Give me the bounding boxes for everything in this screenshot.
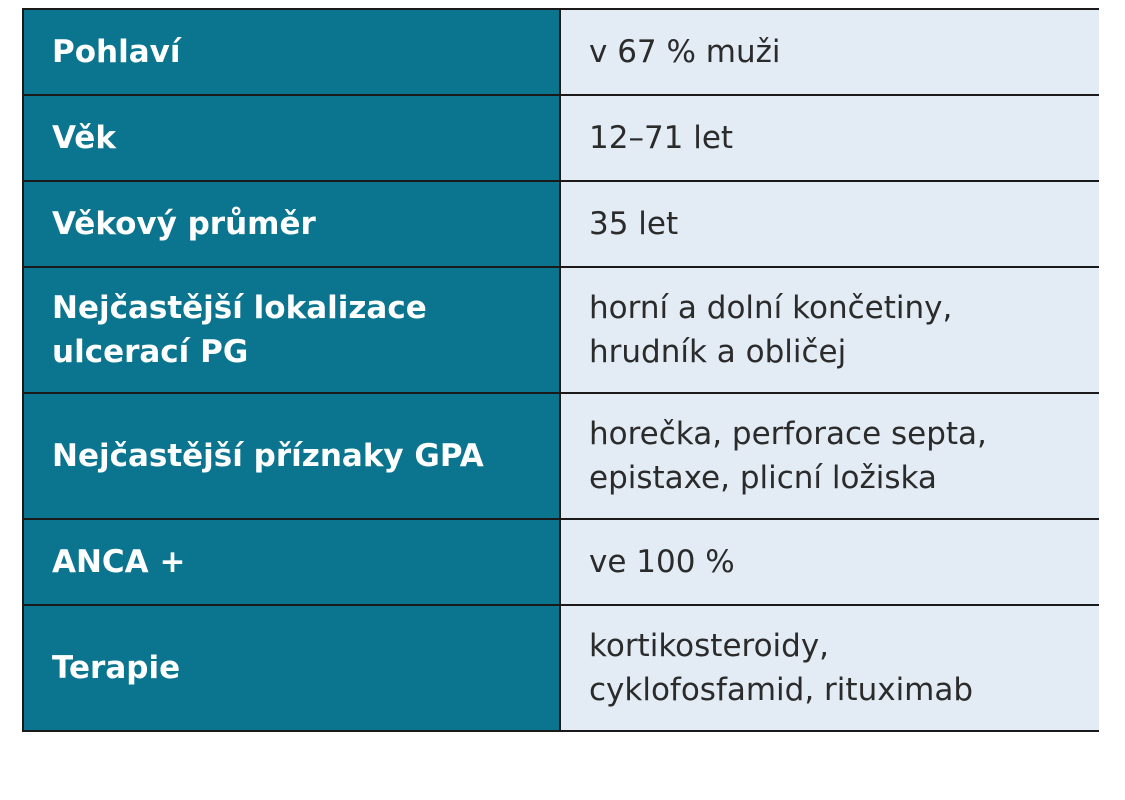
row-label: Věk: [23, 95, 560, 181]
table-row-localization: [23, 267, 1099, 393]
table-row-mean-age: [23, 181, 1099, 267]
row-value: v 67 % muži: [560, 9, 1099, 95]
row-value: 35 let: [560, 181, 1099, 267]
table-row-sex: [23, 9, 1099, 95]
row-value: ve 100 %: [560, 519, 1099, 605]
table-row-therapy: [23, 605, 1099, 731]
row-value: horečka, perforace septa, epistaxe, plicní ložiska: [560, 393, 1099, 519]
table-row-age: [23, 95, 1099, 181]
row-label: Terapie: [23, 605, 560, 731]
row-value: kortikosteroidy, cyklofosfamid, rituximab: [560, 605, 1099, 731]
table-row-anca: [23, 519, 1099, 605]
row-label: Nejčastější lokalizace ulcerací PG: [23, 267, 560, 393]
summary-table: [22, 8, 1099, 732]
table-row-gpa-symptoms: [23, 393, 1099, 519]
row-label: Pohlaví: [23, 9, 560, 95]
row-value: 12–71 let: [560, 95, 1099, 181]
row-value: horní a dolní končetiny, hrudník a obličej: [560, 267, 1099, 393]
row-label: Věkový průměr: [23, 181, 560, 267]
row-label: ANCA +: [23, 519, 560, 605]
row-label: Nejčastější příznaky GPA: [23, 393, 560, 519]
